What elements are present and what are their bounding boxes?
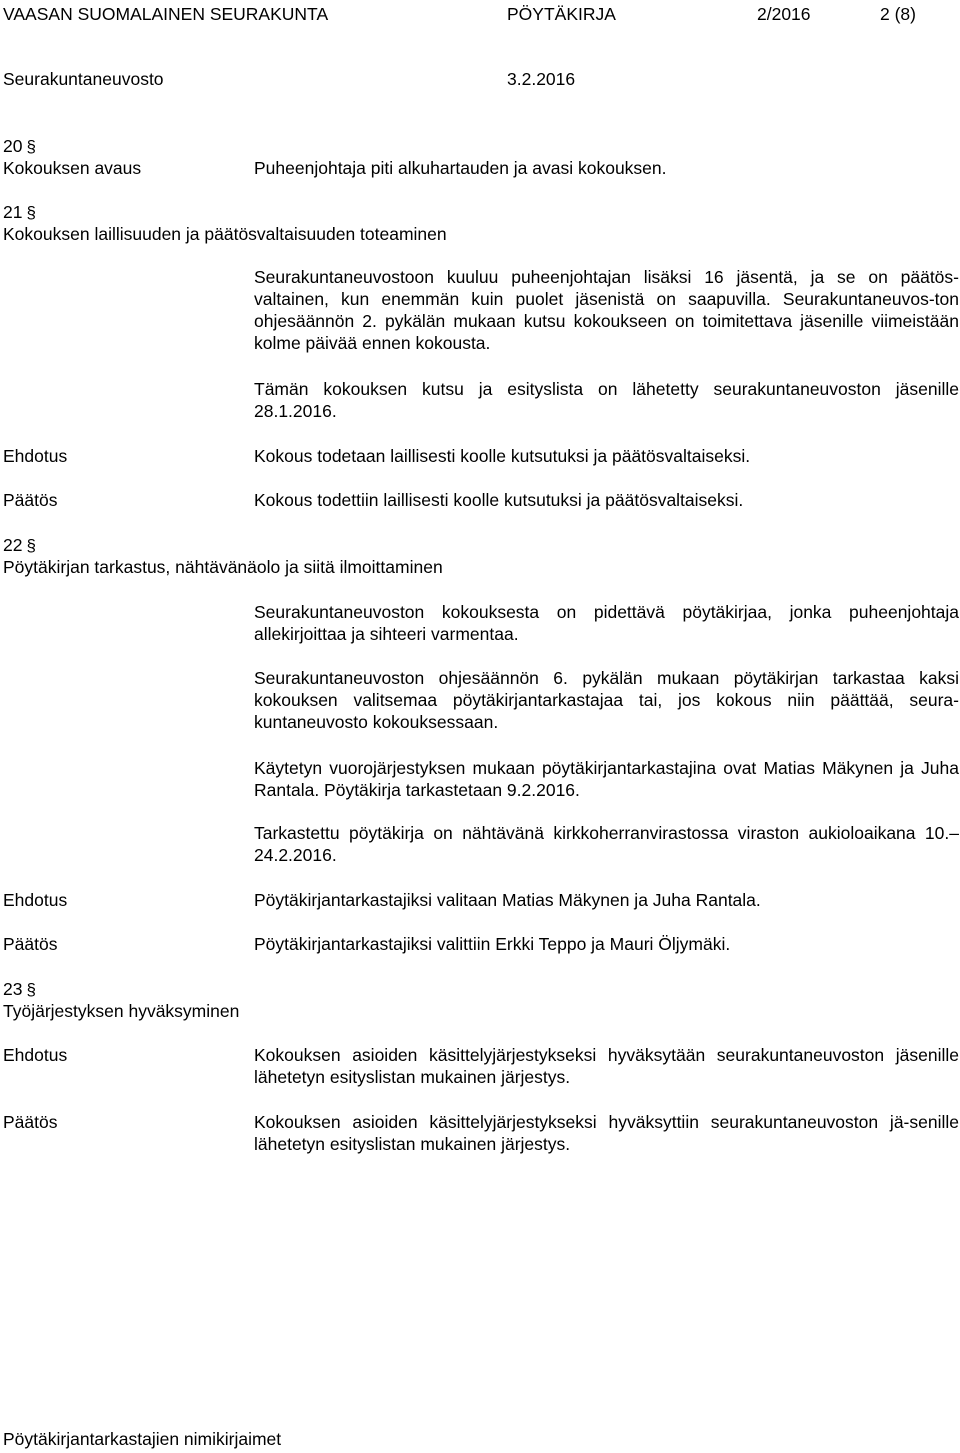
section-21-paatos-text: Kokous todettiin laillisesti koolle kutsutuksi ja päätösvaltaiseksi. — [254, 490, 744, 510]
section-21-paragraph: Seurakuntaneuvostoon kuuluu puheenjohtajan lisäksi 16 jäsentä, ja se on päätös-valtainen, kun enemmän kuin puolet jäsenistä on saapuvilla. Seurakuntaneuvos-ton ohjesäännön 2. pykälän mukaan kutsu kokoukseen on toimitettava jäsenille viimeistään kolme päivää ennen kokousta. — [254, 267, 959, 353]
section-21-title: Kokouksen laillisuuden ja päätösvaltaisuuden toteaminen — [3, 224, 447, 244]
section-22-number: 22 § — [3, 535, 36, 555]
section-21-paragraph: Tämän kokouksen kutsu ja esityslista on lähetetty seurakuntaneuvoston jäsenille 28.1.2016. — [254, 379, 959, 421]
section-symbol-icon: § — [26, 137, 36, 156]
section-22-paragraph: Seurakuntaneuvoston ohjesäännön 6. pykälän mukaan pöytäkirjan tarkastaa kaksi kokouksen valitsemaa pöytäkirjantarkastajaa tai, jos kokous niin päättää, seura-kuntaneuvosto kokouksessaan. — [254, 668, 959, 732]
section-22-ehdotus-label: Ehdotus — [3, 890, 68, 910]
section-symbol-icon: § — [26, 536, 36, 555]
section-23-ehdotus-text: Kokouksen asioiden käsittelyjärjestykseksi hyväksytään seurakuntaneuvoston jäsenille lähetetyn esityslistan mukainen järjestys. — [254, 1045, 959, 1087]
section-symbol-icon: § — [26, 203, 36, 222]
section-22-title: Pöytäkirjan tarkastus, nähtävänäolo ja siitä ilmoittaminen — [3, 557, 443, 577]
section-21-ehdotus-label: Ehdotus — [3, 446, 68, 466]
section-20-text: Puheenjohtaja piti alkuhartauden ja avasi kokouksen. — [254, 158, 667, 178]
section-23-ehdotus-label: Ehdotus — [3, 1045, 68, 1065]
section-20-number: 20 § — [3, 136, 36, 156]
section-21-number: 21 § — [3, 202, 36, 222]
section-23-title: Työjärjestyksen hyväksyminen — [3, 1001, 240, 1021]
signatures-label: Pöytäkirjantarkastajien nimikirjaimet — [3, 1429, 282, 1449]
section-22-paatos-label: Päätös — [3, 934, 58, 954]
section-22-paatos-text: Pöytäkirjantarkastajiksi valittiin Erkki Teppo ja Mauri Öljymäki. — [254, 934, 731, 954]
document-number: 2/2016 — [757, 4, 811, 24]
document-type: PÖYTÄKIRJA — [507, 4, 616, 24]
section-21-ehdotus-text: Kokous todetaan laillisesti koolle kutsutuksi ja päätösvaltaiseksi. — [254, 446, 751, 466]
section-symbol-icon: § — [26, 980, 36, 999]
meeting-date: 3.2.2016 — [507, 69, 576, 89]
section-20-title: Kokouksen avaus — [3, 158, 142, 178]
section-22-paragraph: Tarkastettu pöytäkirja on nähtävänä kirkkoherranvirastossa viraston aukioloaikana 10.–24.2.2016. — [254, 823, 959, 865]
page-number: 2 (8) — [880, 4, 916, 24]
section-22-paragraph: Seurakuntaneuvoston kokouksesta on pidettävä pöytäkirjaa, jonka puheenjohtaja allekirjoittaa ja sihteeri varmentaa. — [254, 602, 959, 644]
organization-name: VAASAN SUOMALAINEN SEURAKUNTA — [3, 4, 329, 24]
section-21-paatos-label: Päätös — [3, 490, 58, 510]
section-22-ehdotus-text: Pöytäkirjantarkastajiksi valitaan Matias Mäkynen ja Juha Rantala. — [254, 890, 761, 910]
section-22-paragraph: Käytetyn vuorojärjestyksen mukaan pöytäkirjantarkastajina ovat Matias Mäkynen ja Juha Rantala. Pöytäkirja tarkastetaan 9.2.2016. — [254, 758, 959, 800]
section-23-paatos-text: Kokouksen asioiden käsittelyjärjestykseksi hyväksyttiin seurakuntaneuvoston jä-senille lähetetyn esityslistan mukainen järjestys. — [254, 1112, 959, 1154]
section-23-paatos-label: Päätös — [3, 1112, 58, 1132]
body-name: Seurakuntaneuvosto — [3, 69, 164, 89]
section-23-number: 23 § — [3, 979, 36, 999]
